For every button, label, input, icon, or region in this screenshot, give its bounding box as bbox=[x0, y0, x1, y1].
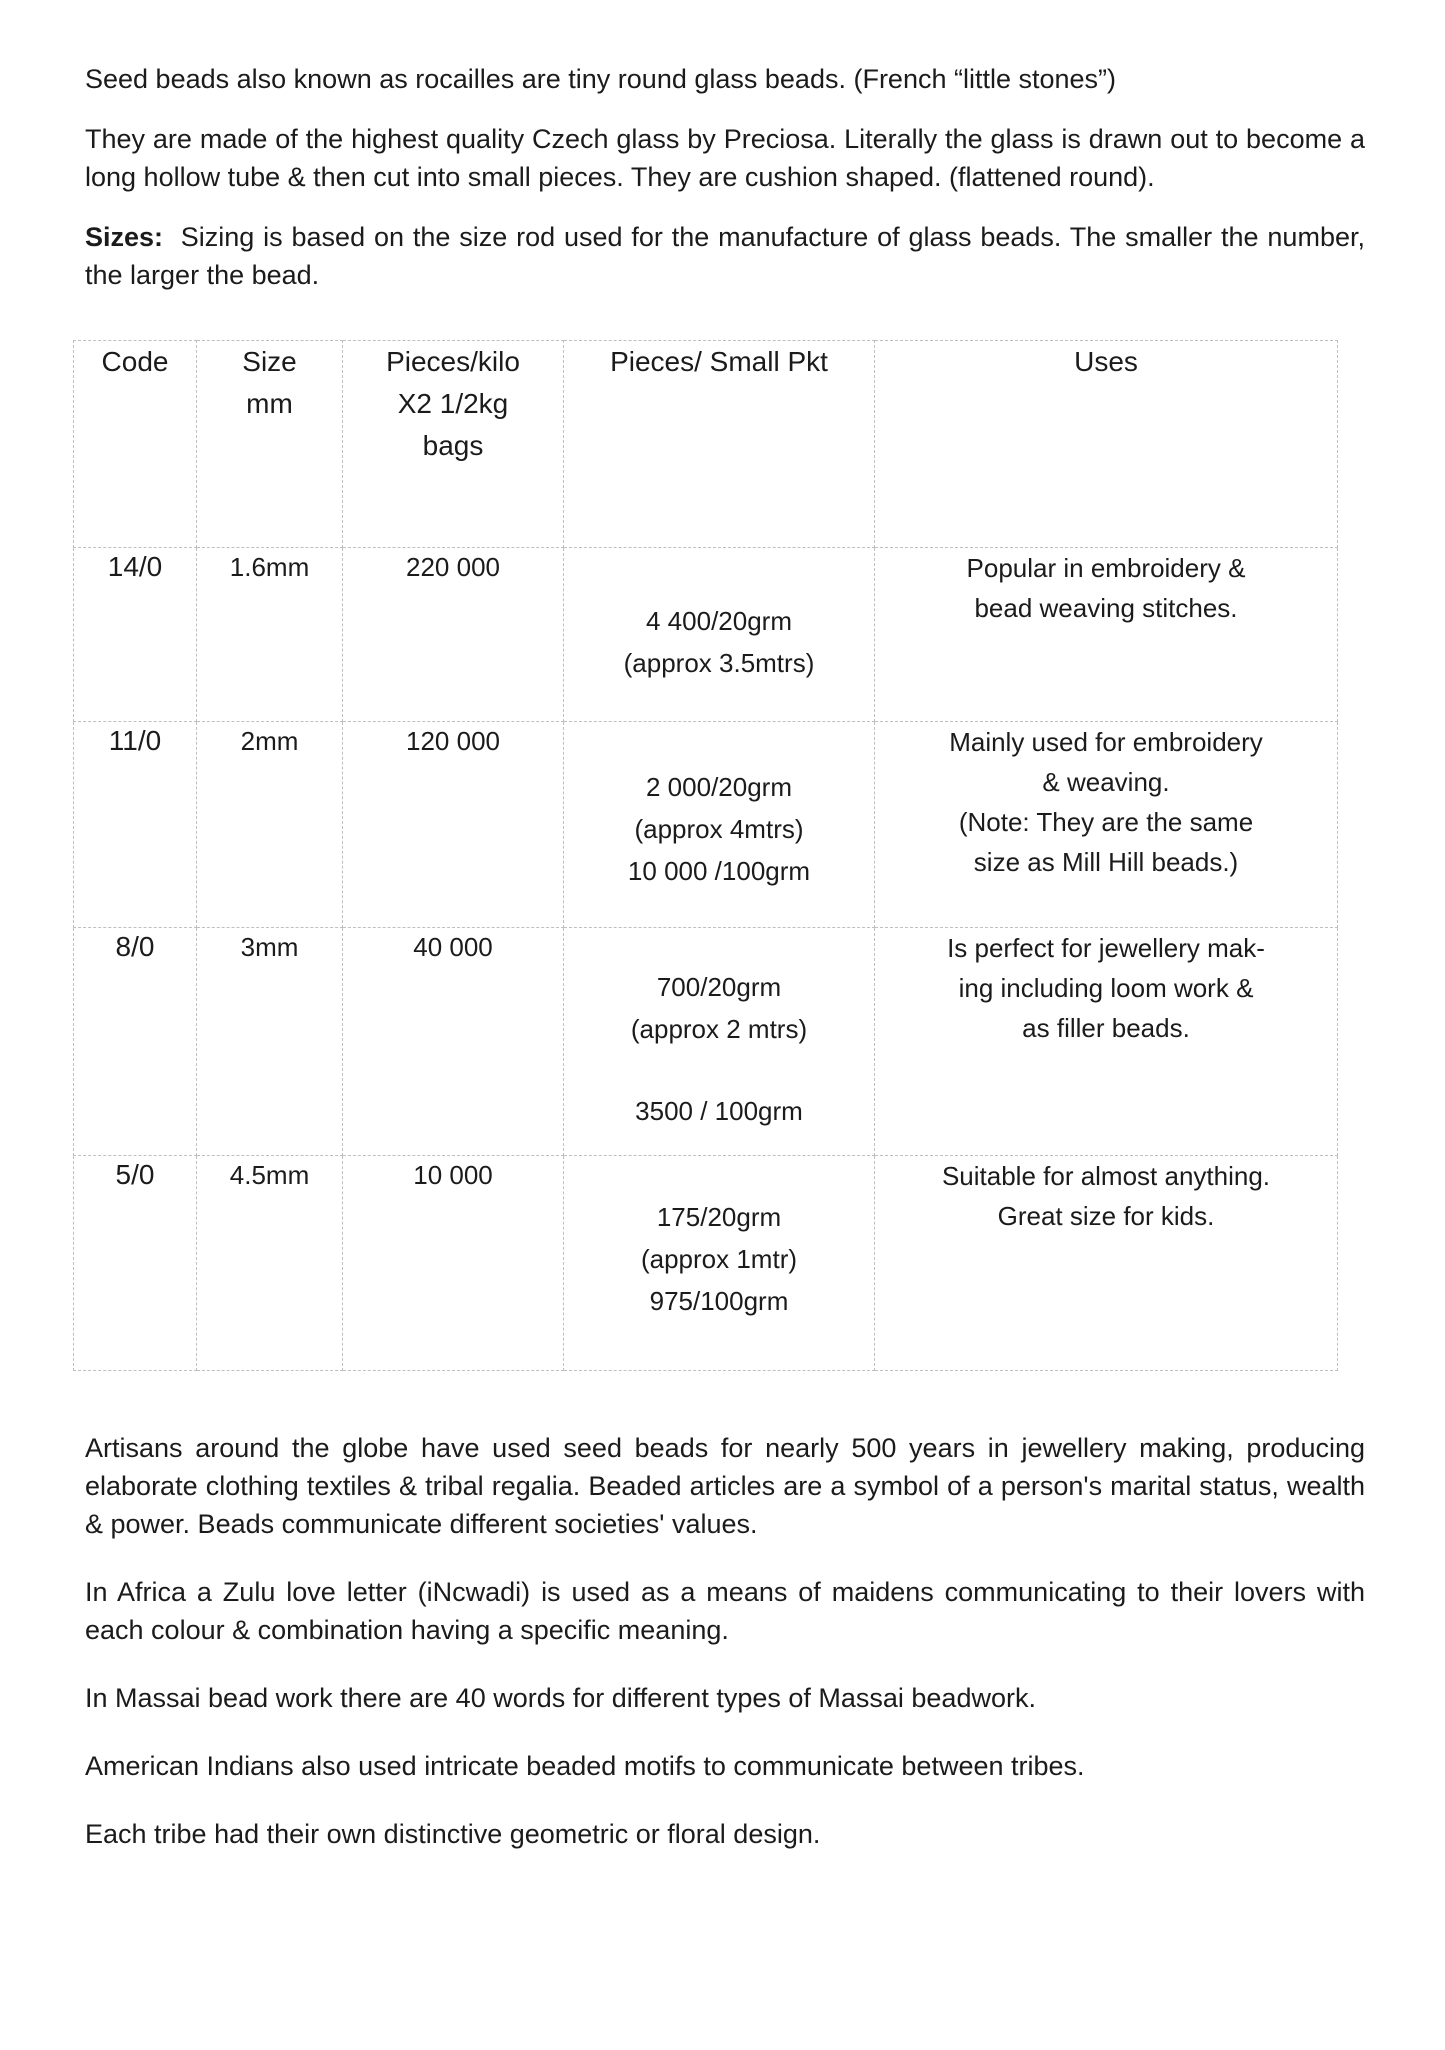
intro-paragraph-1: Seed beads also known as rocailles are tiny round glass beads. (French “little stones”) bbox=[85, 64, 1117, 94]
uses-cell: Is perfect for jewellery mak- ing including loom work & as filler beads. bbox=[875, 928, 1338, 1156]
outro-paragraph-massai: In Massai bead work there are 40 words for different types of Massai beadwork. bbox=[85, 1683, 1036, 1713]
size-cell: 2mm bbox=[197, 722, 343, 928]
column-header-code: Code bbox=[74, 341, 197, 548]
pieces-kilo-cell: 220 000 bbox=[343, 548, 564, 722]
column-header-uses: Uses bbox=[875, 341, 1338, 548]
size-cell: 3mm bbox=[197, 928, 343, 1156]
size-cell: 1.6mm bbox=[197, 548, 343, 722]
table-row-14-0 bbox=[74, 548, 1338, 722]
code-cell: 14/0 bbox=[74, 548, 197, 722]
intro-paragraph-2: They are made of the highest quality Czech glass by Preciosa. Literally the glass is drawn out to become a long hollow tube & then cut into small pieces. They are cushion shaped. (flattened round). bbox=[85, 124, 1365, 192]
small-pkt-cell: 4 400/20grm (approx 3.5mtrs) bbox=[564, 548, 875, 722]
outro-section bbox=[85, 1429, 1365, 1853]
small-pkt-cell: 2 000/20grm (approx 4mtrs) 10 000 /100grm bbox=[564, 722, 875, 928]
outro-paragraph-each-tribe: Each tribe had their own distinctive geometric or floral design. bbox=[85, 1819, 821, 1849]
uses-cell: Popular in embroidery & bead weaving stitches. bbox=[875, 548, 1338, 722]
small-pkt-cell: 700/20grm (approx 2 mtrs) 3500 / 100grm bbox=[564, 928, 875, 1156]
table-row-8-0 bbox=[74, 928, 1338, 1156]
column-header-pieces-kilo: Pieces/kilo X2 1/2kg bags bbox=[343, 341, 564, 548]
outro-paragraph-zulu: In Africa a Zulu love letter (iNcwadi) is used as a means of maidens communicating to their lovers with each colour & combination having a specific meaning. bbox=[85, 1577, 1365, 1645]
code-cell: 11/0 bbox=[74, 722, 197, 928]
table-row-11-0 bbox=[74, 722, 1338, 928]
pieces-kilo-cell: 40 000 bbox=[343, 928, 564, 1156]
uses-cell: Mainly used for embroidery & weaving. (Note: They are the same size as Mill Hill beads.) bbox=[875, 722, 1338, 928]
pieces-kilo-cell: 120 000 bbox=[343, 722, 564, 928]
intro-paragraph-sizes bbox=[85, 218, 1365, 294]
table-row-5-0 bbox=[74, 1156, 1338, 1371]
column-header-size: Size mm bbox=[197, 341, 343, 548]
sizes-label: Sizes: bbox=[85, 222, 164, 252]
sizes-text: Sizing is based on the size rod used for the manufacture of glass beads. The smaller the number, the larger the bead. bbox=[85, 222, 1365, 290]
small-pkt-cell: 175/20grm (approx 1mtr) 975/100grm bbox=[564, 1156, 875, 1371]
code-cell: 8/0 bbox=[74, 928, 197, 1156]
uses-cell: Suitable for almost anything. Great size for kids. bbox=[875, 1156, 1338, 1371]
table-header-row bbox=[74, 341, 1338, 548]
outro-paragraph-artisans: Artisans around the globe have used seed beads for nearly 500 years in jewellery making, producing elaborate clothing textiles & tribal regalia. Beaded articles are a symbol of a person's marital status, wealth & power. Beads communicate different societies' values. bbox=[85, 1433, 1365, 1539]
pieces-kilo-cell: 10 000 bbox=[343, 1156, 564, 1371]
bead-size-table bbox=[73, 340, 1338, 1371]
column-header-small-pkt: Pieces/ Small Pkt bbox=[564, 341, 875, 548]
code-cell: 5/0 bbox=[74, 1156, 197, 1371]
outro-paragraph-american-indians: American Indians also used intricate beaded motifs to communicate between tribes. bbox=[85, 1751, 1085, 1781]
size-cell: 4.5mm bbox=[197, 1156, 343, 1371]
